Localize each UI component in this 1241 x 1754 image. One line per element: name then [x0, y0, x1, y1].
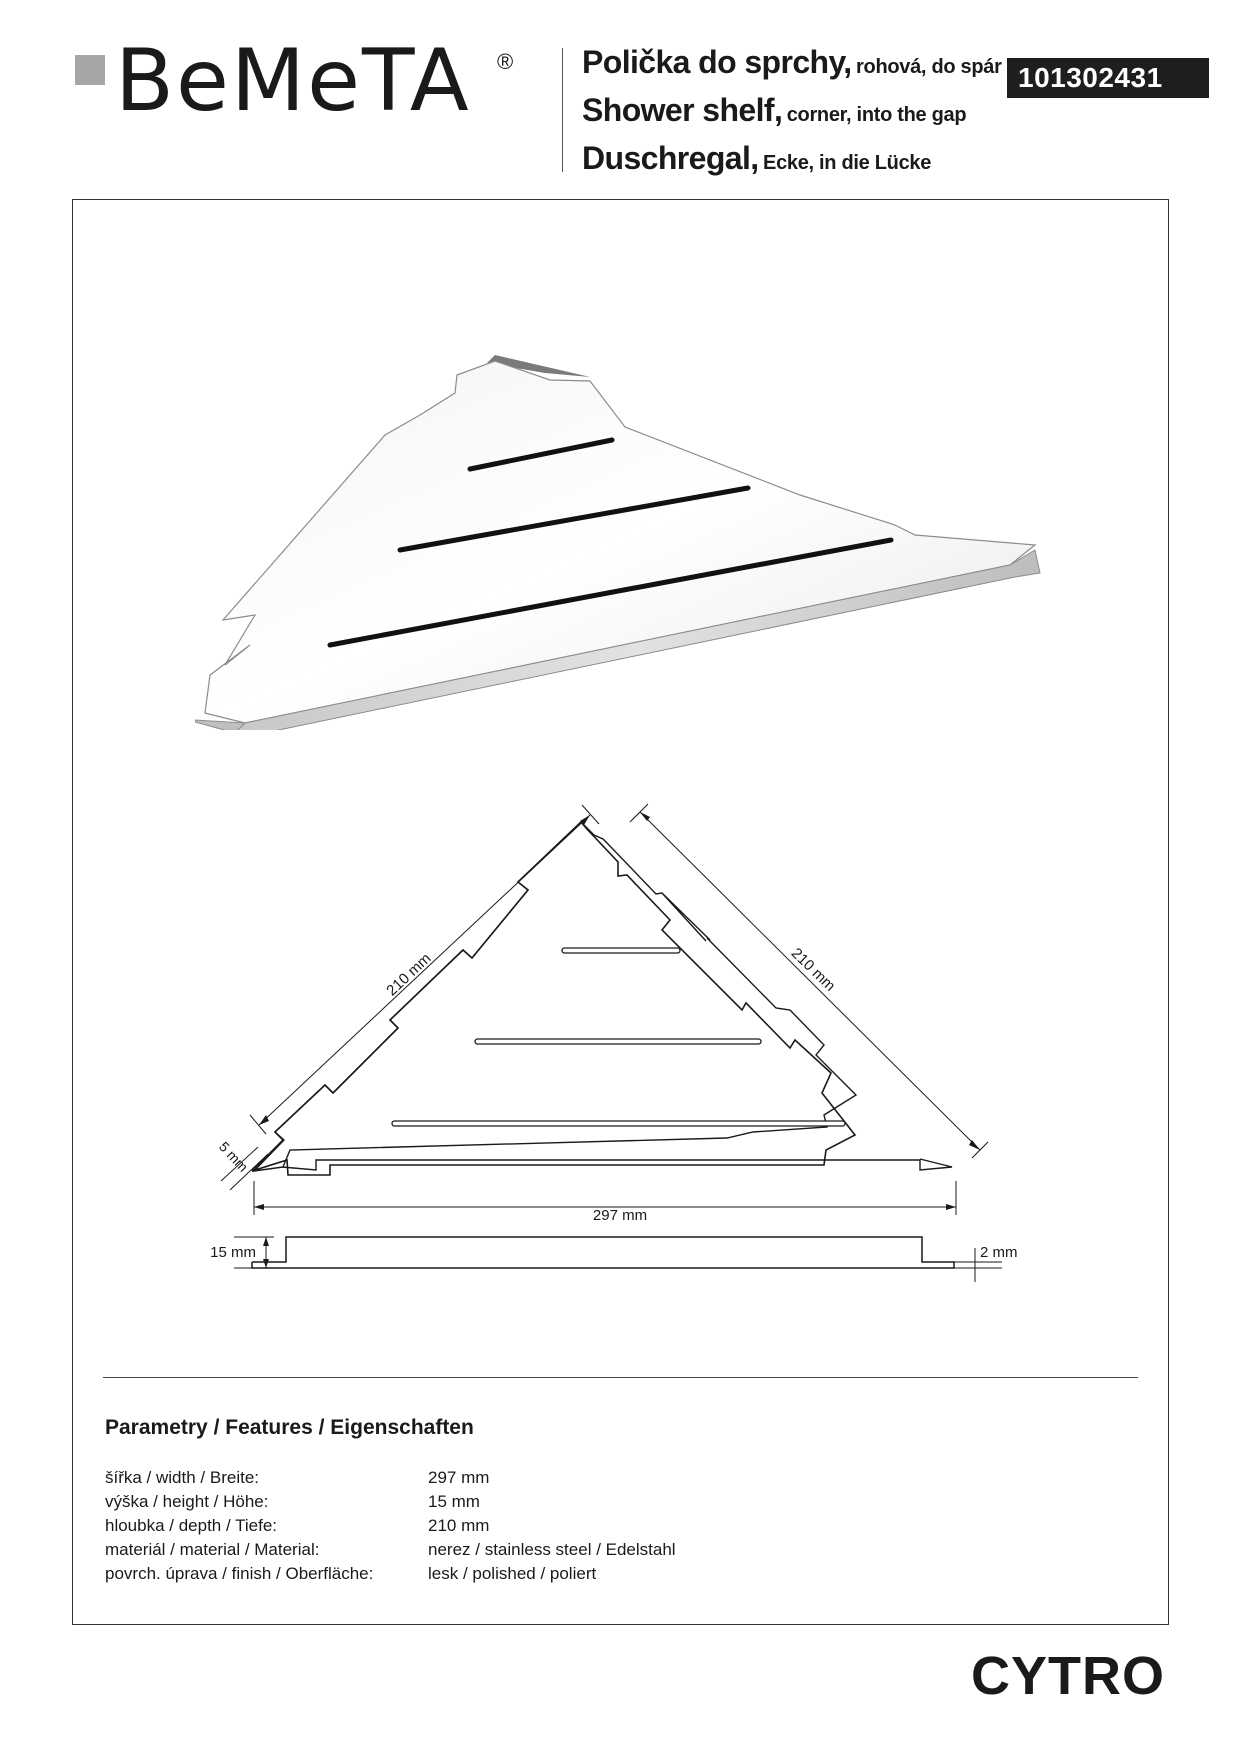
spec-label: materiál / material / Material:	[105, 1540, 320, 1559]
dim-line-right	[640, 812, 980, 1150]
title-czech-main: Polička do sprchy,	[582, 44, 852, 80]
features-divider	[103, 1377, 1138, 1378]
dim-label-left: 210 mm	[383, 950, 435, 1000]
product-name: CYTRO	[971, 1646, 1165, 1706]
features-heading: Parametry / Features / Eigenschaften	[105, 1416, 474, 1439]
product-code: 101302431	[1007, 58, 1209, 98]
header-divider	[562, 48, 563, 172]
dim-tick	[630, 804, 648, 822]
dim-label-gap: 5 mm	[215, 1138, 252, 1175]
technical-drawing	[190, 790, 1030, 1310]
title-german-sub: Ecke, in die Lücke	[763, 152, 932, 174]
logo-mark	[75, 55, 105, 85]
title-czech	[582, 44, 1002, 81]
spec-label: povrch. úprava / finish / Oberfläche:	[105, 1564, 374, 1583]
brand-logo: BeMeTA	[115, 31, 471, 131]
drawing-profile	[252, 1237, 954, 1268]
product-photo	[195, 355, 1050, 730]
shelf-top-face	[205, 361, 1035, 723]
arrowhead	[640, 812, 650, 821]
title-german	[582, 140, 931, 177]
spec-label: hloubka / depth / Tiefe:	[105, 1516, 278, 1535]
arrowhead	[254, 1204, 264, 1210]
title-english	[582, 92, 966, 129]
spec-value: 297 mm	[428, 1468, 490, 1487]
drawing-slot	[392, 1121, 845, 1126]
arrowhead	[263, 1259, 269, 1268]
dim-label-thickness: 2 mm	[980, 1244, 1018, 1261]
spec-value: 15 mm	[428, 1492, 480, 1511]
arrowhead	[969, 1140, 980, 1150]
drawing-outline	[254, 822, 856, 1171]
spec-value: 210 mm	[428, 1516, 490, 1535]
dim-label-height: 15 mm	[210, 1244, 256, 1261]
title-english-sub: corner, into the gap	[786, 104, 967, 126]
registered-mark: ®	[497, 49, 514, 74]
spec-label: šířka / width / Breite:	[105, 1468, 259, 1487]
spec-value: nerez / stainless steel / Edelstahl	[428, 1540, 676, 1559]
arrowhead	[946, 1204, 956, 1210]
title-czech-sub: rohová, do spár	[856, 56, 1002, 78]
drawing-slot	[562, 948, 680, 953]
dim-tick	[250, 1115, 266, 1134]
title-german-main: Duschregal,	[582, 140, 759, 176]
title-english-main: Shower shelf,	[582, 92, 783, 128]
spec-value: lesk / polished / poliert	[428, 1564, 597, 1583]
arrowhead	[263, 1237, 269, 1246]
spec-label: výška / height / Höhe:	[105, 1492, 269, 1511]
drawing-slot	[475, 1039, 761, 1044]
dim-label-right: 210 mm	[787, 944, 839, 995]
dim-label-width: 297 mm	[592, 1207, 648, 1224]
